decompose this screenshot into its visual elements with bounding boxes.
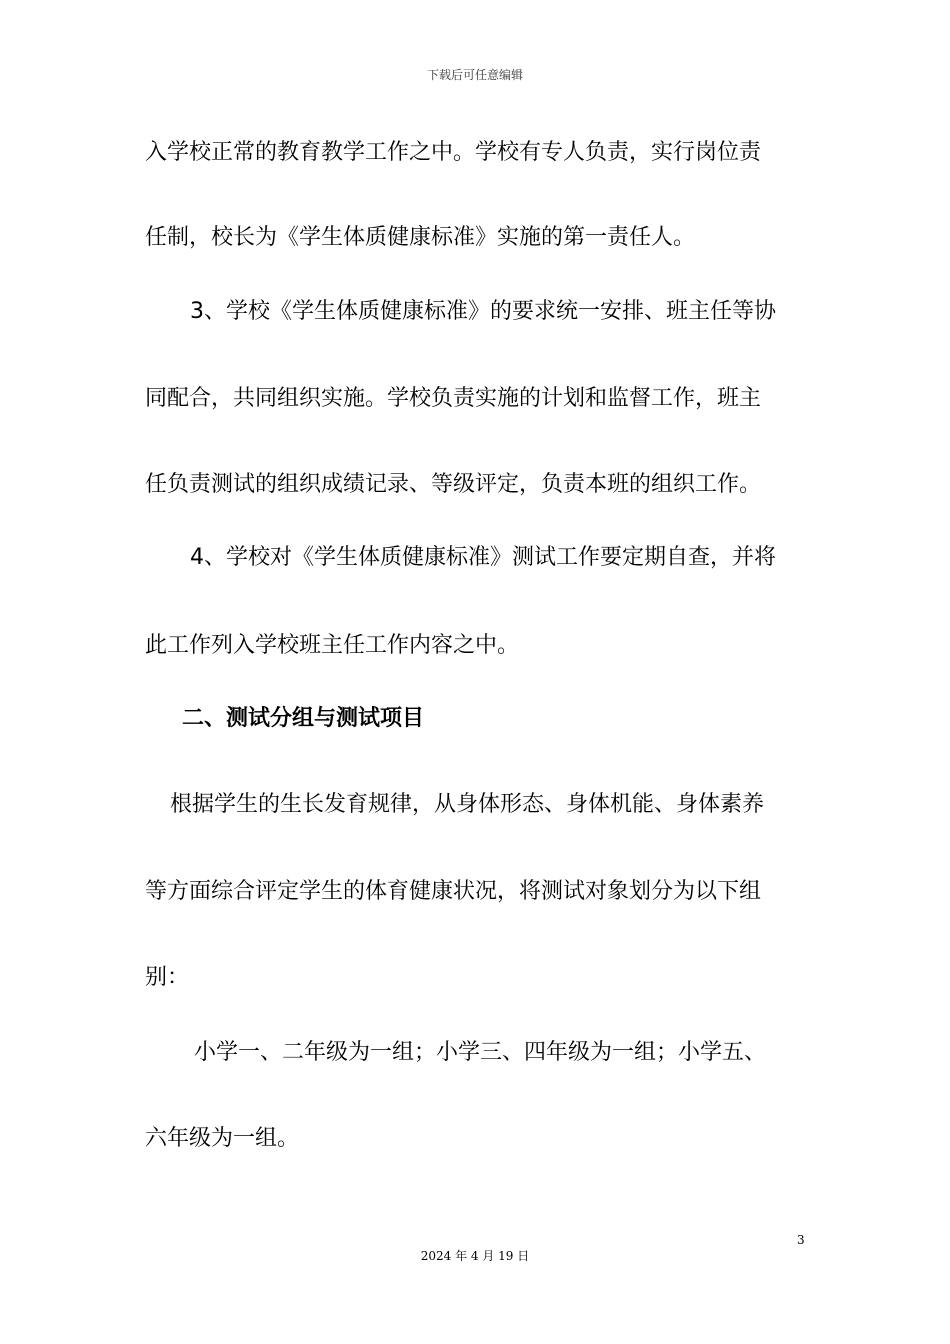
- section-heading: 二、测试分组与测试项目: [182, 706, 425, 731]
- paragraph-line-11: 别：: [145, 965, 190, 990]
- footer-date: 2024 年 4 月 19 日: [420, 1249, 530, 1263]
- paragraph-line-3: 3、学校《学生体质健康标准》的要求统一安排、班主任等协: [190, 299, 776, 324]
- paragraph-line-10: 等方面综合评定学生的体育健康状况，将测试对象划分为以下组: [145, 879, 762, 904]
- paragraph-line-5: 任负责测试的组织成绩记录、等级评定，负责本班的组织工作。: [145, 472, 762, 497]
- page-number: 3: [797, 1233, 805, 1247]
- paragraph-line-13: 六年级为一组。: [145, 1126, 300, 1151]
- paragraph-line-12: 小学一、二年级为一组；小学三、四年级为一组；小学五、: [194, 1040, 767, 1065]
- paragraph-line-2: 任制，校长为《学生体质健康标准》实施的第一责任人。: [145, 225, 696, 250]
- paragraph-line-7: 此工作列入学校班主任工作内容之中。: [145, 633, 520, 658]
- paragraph-line-9: 根据学生的生长发育规律，从身体形态、身体机能、身体素养: [170, 792, 765, 817]
- paragraph-line-1: 入学校正常的教育教学工作之中。学校有专人负责，实行岗位责: [145, 140, 762, 165]
- paragraph-line-6: 4、学校对《学生体质健康标准》测试工作要定期自查，并将: [190, 545, 776, 570]
- paragraph-line-4: 同配合，共同组织实施。学校负责实施的计划和监督工作，班主: [145, 386, 762, 411]
- page-header: 下载后可任意编辑: [426, 68, 523, 82]
